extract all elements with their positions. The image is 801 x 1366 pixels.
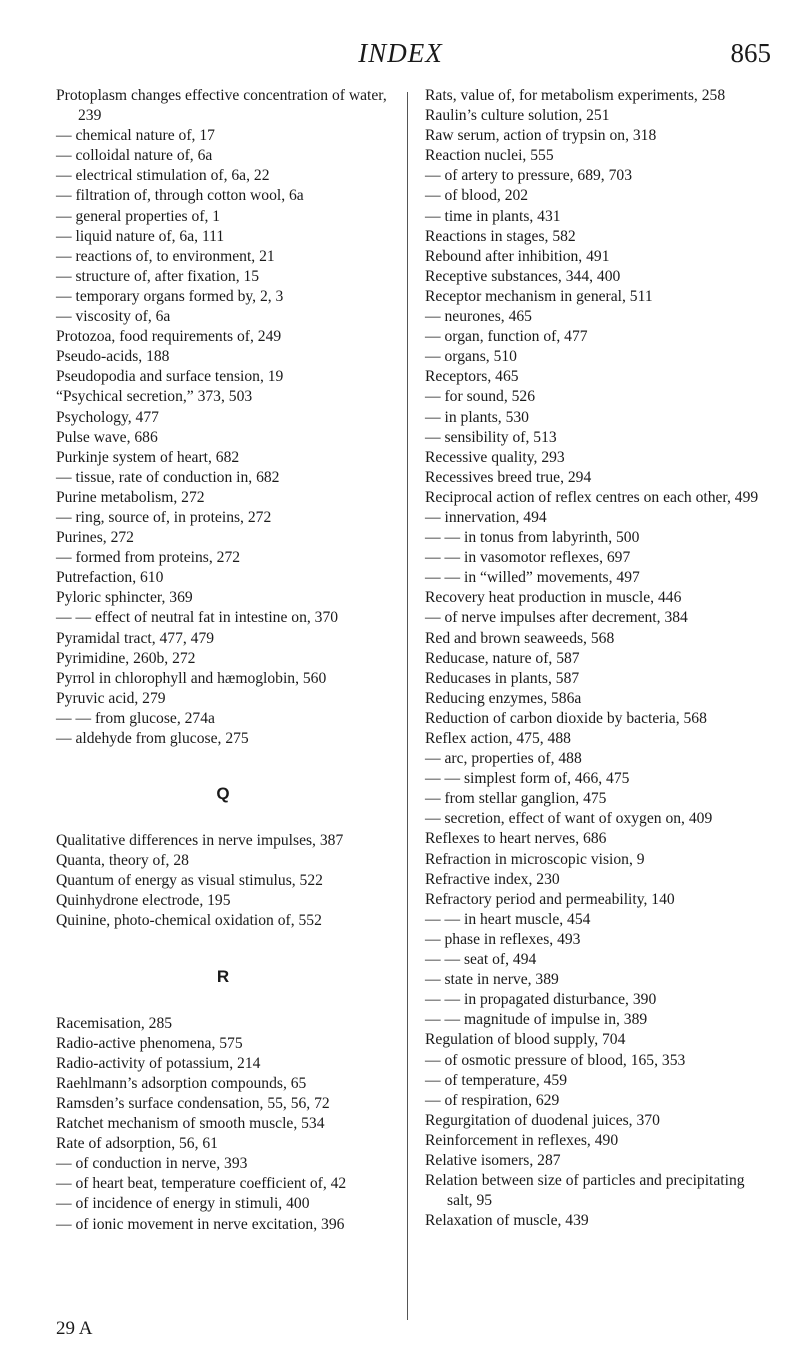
index-entry: Refraction in microscopic vision, 9 [425,850,645,868]
index-entry: Reducase, nature of, 587 [425,649,580,667]
index-entry: Recovery heat production in muscle, 446 [425,589,682,607]
index-entry: — neurones, 465 [425,308,532,326]
index-entry: Protoplasm changes effective concentration of water, 239 [56,87,387,125]
index-entry: — of heart beat, temperature coefficient of, 42 [56,1175,347,1193]
index-entry: Receptive substances, 344, 400 [425,267,621,285]
index-entry: Relation between size of particles and precipitating salt, 95 [425,1172,745,1210]
index-entry: Receptors, 465 [425,368,519,386]
index-entry: Pyrimidine, 260b, 272 [56,649,196,667]
index-entry: Purkinje system of heart, 682 [56,448,240,466]
index-entry: — viscosity of, 6a [56,308,171,326]
index-entry: — arc, properties of, 488 [425,750,582,768]
index-entry: Raehlmann’s adsorption compounds, 65 [56,1074,307,1092]
index-entry: — of artery to pressure, 689, 703 [425,167,632,185]
index-entry: — chemical nature of, 17 [56,127,215,145]
index-entry: Psychology, 477 [56,408,159,426]
index-entry: — ring, source of, in proteins, 272 [56,508,272,526]
index-entry: — aldehyde from glucose, 275 [56,730,249,747]
index-entry: — — in tonus from labyrinth, 500 [425,529,640,547]
index-entry: Reinforcement in reflexes, 490 [425,1131,619,1149]
index-entry: — — from glucose, 274a [56,709,215,727]
index-entry: — innervation, 494 [425,508,547,526]
index-entry: — colloidal nature of, 6a [56,147,213,165]
index-entry: Reducases in plants, 587 [425,669,580,687]
index-entry: — of ionic movement in nerve excitation, 396 [56,1215,345,1233]
page-title: INDEX [358,38,443,68]
signature-mark: 29 A [56,1318,93,1339]
index-entry: Pyramidal tract, 477, 479 [56,629,215,647]
index-entry: Relaxation of muscle, 439 [425,1212,589,1230]
index-entry: Relative isomers, 287 [425,1151,561,1169]
index-entry: — — in heart muscle, 454 [425,910,591,928]
index-entry: — — in propagated disturbance, 390 [425,991,657,1009]
index-entry: — secretion, effect of want of oxygen on, 409 [425,810,713,828]
index-entry: — — simplest form of, 466, 475 [425,770,630,788]
index-entry: — time in plants, 431 [425,207,561,225]
index-entry: — structure of, after fixation, 15 [56,267,260,285]
index-entry: Pseudo-acids, 188 [56,348,170,366]
index-entry: Pulse wave, 686 [56,428,158,446]
index-entry: — of temperature, 459 [425,1071,568,1089]
index-entry: — of respiration, 629 [425,1091,560,1109]
index-entry: — phase in reflexes, 493 [425,930,581,948]
index-entry: Radio-activity of potassium, 214 [56,1054,261,1072]
index-entry: Ramsden’s surface condensation, 55, 56, 72 [56,1094,330,1112]
index-entry: Regulation of blood supply, 704 [425,1031,626,1049]
index-entry: Pseudopodia and surface tension, 19 [56,368,284,386]
index-entry: — sensibility of, 513 [425,428,557,446]
index-entry: — — seat of, 494 [425,951,537,969]
index-entry: — — in “willed” movements, 497 [425,569,640,587]
index-entry: Rats, value of, for metabolism experiments, 258 [425,87,726,104]
index-entry: Purines, 272 [56,529,134,547]
index-entry: Raulin’s culture solution, 251 [425,107,610,125]
index-entry: Reciprocal action of reflex centres on each other, 499 [425,488,759,506]
index-entry: — of incidence of energy in stimuli, 400 [56,1195,310,1213]
index-column-right [425,86,765,1231]
index-entry: “Psychical secretion,” 373, 503 [56,388,253,406]
index-entry: Recessive quality, 293 [425,448,565,466]
index-entry: Red and brown seaweeds, 568 [425,629,615,647]
index-entry: — general properties of, 1 [56,207,221,225]
index-entry: Pyruvic acid, 279 [56,689,166,707]
index-entry: — state in nerve, 389 [425,971,559,989]
index-entry: Reflexes to heart nerves, 686 [425,830,607,848]
index-entry: Quinine, photo-chemical oxidation of, 552 [56,912,322,930]
index-entry: — of osmotic pressure of blood, 165, 353 [425,1051,686,1069]
index-entry: — liquid nature of, 6a, 111 [56,227,225,245]
index-entry: Putrefaction, 610 [56,569,164,587]
index-entry: — — effect of neutral fat in intestine on, 370 [56,609,339,627]
index-entry: Purine metabolism, 272 [56,488,205,506]
index-entry: Recessives breed true, 294 [425,468,592,486]
index-entry: Refractory period and permeability, 140 [425,890,675,908]
index-entry: — organs, 510 [425,348,517,366]
index-entry: Rate of adsorption, 56, 61 [56,1135,218,1153]
index-entry: — organ, function of, 477 [425,328,588,346]
index-entry: Radio-active phenomena, 575 [56,1034,243,1052]
index-entry: Regurgitation of duodenal juices, 370 [425,1111,660,1129]
running-head [0,36,801,76]
index-entry: — reactions of, to environment, 21 [56,247,275,265]
index-column-left [56,86,390,1235]
index-entry: Rebound after inhibition, 491 [425,247,610,265]
index-entry: Refractive index, 230 [425,870,560,888]
index-entry: Reducing enzymes, 586a [425,689,582,707]
index-entry: Reactions in stages, 582 [425,227,576,245]
page-number: 865 [730,38,771,68]
index-entry: Pyloric sphincter, 369 [56,589,193,607]
section-letter: Q [216,784,230,804]
index-entry: — from stellar ganglion, 475 [425,790,607,808]
index-entry: Reflex action, 475, 488 [425,730,571,747]
index-entry: — of conduction in nerve, 393 [56,1155,248,1173]
index-entry: Raw serum, action of trypsin on, 318 [425,127,657,145]
index-entry: Quanta, theory of, 28 [56,852,189,870]
index-entry: Pyrrol in chlorophyll and hæmoglobin, 560 [56,669,327,687]
index-entry: Ratchet mechanism of smooth muscle, 534 [56,1115,325,1133]
index-entry: — — magnitude of impulse in, 389 [425,1011,648,1029]
index-entry: — in plants, 530 [425,408,529,426]
index-entry: — tissue, rate of conduction in, 682 [56,468,280,486]
index-entry: Reaction nuclei, 555 [425,147,554,165]
index-entry: Protozoa, food requirements of, 249 [56,328,282,346]
index-entry: Quinhydrone electrode, 195 [56,892,231,910]
index-entry: Reduction of carbon dioxide by bacteria, 568 [425,709,707,727]
index-entry: — of nerve impulses after decrement, 384 [425,609,688,627]
index-entry: Receptor mechanism in general, 511 [425,287,653,305]
column-divider [407,92,408,1320]
index-entry: — formed from proteins, 272 [56,549,241,567]
index-entry: — filtration of, through cotton wool, 6a [56,187,304,205]
index-entry: — — in vasomotor reflexes, 697 [425,549,631,567]
section-letter: R [216,966,230,986]
index-entry: — of blood, 202 [425,187,529,205]
index-entry: — temporary organs formed by, 2, 3 [56,287,284,305]
index-entry: — electrical stimulation of, 6a, 22 [56,167,270,185]
index-entry: Qualitative differences in nerve impulses, 387 [56,832,344,850]
index-entry: Racemisation, 285 [56,1014,173,1032]
index-entry: — for sound, 526 [425,388,536,406]
index-entry: Quantum of energy as visual stimulus, 522 [56,872,323,890]
